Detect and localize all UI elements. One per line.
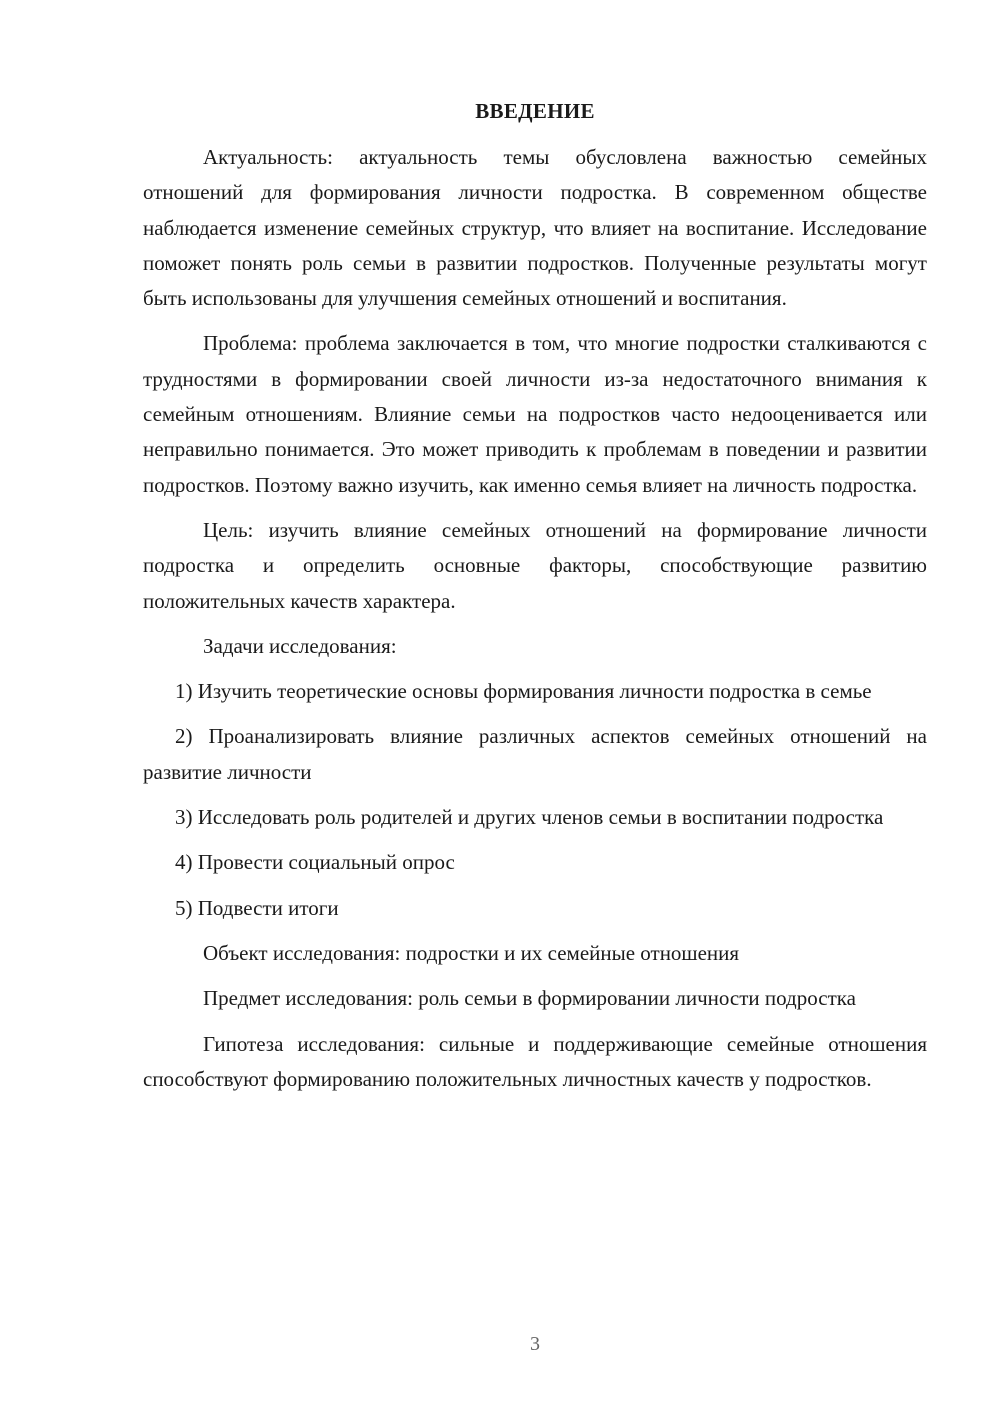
paragraph-problem: Проблема: проблема заключается в том, что многие подростки сталкиваются с трудностями в формировании своей личности из-за недостаточного внимания к семейным отношениям. Влияние семьи на подростков часто недооценивается или неправильно понимается. Это может приводить к проблемам в поведении и развитии подростков. Поэтому важно изучить, как именно семья влияет на личность подростка. (143, 331, 927, 497)
paragraph-hypothesis: Гипотеза исследования: сильные и поддерживающие семейные отношения способствуют формированию положительных личностных качеств у подростков. (143, 1031, 927, 1091)
paragraph-subject: Предмет исследования: роль семьи в формировании личности подростка (203, 986, 856, 1011)
page-number: 3 (530, 1333, 540, 1355)
task-item-3: 3) Исследовать роль родителей и других членов семьи в воспитании подростка (175, 805, 884, 830)
paragraph-relevance: Актуальность: актуальность темы обусловлена важностью семейных отношений для формирования личности подростка. В современном обществе наблюдается изменение семейных структур, что влияет на воспитание. Исследование поможет понять роль семьи в развитии подростков. Полученные результаты могут быть использованы для улучшения семейных отношений и воспитания. (143, 145, 927, 311)
paragraph-object: Объект исследования: подростки и их семейные отношения (203, 940, 740, 965)
page-content (143, 96, 927, 1107)
task-item-1: 1) Изучить теоретические основы формирования личности подростка в семье (175, 679, 872, 704)
tasks-heading: Задачи исследования: (203, 633, 397, 658)
task-item-5: 5) Подвести итоги (175, 895, 339, 920)
task-item-4: 4) Провести социальный опрос (175, 850, 455, 875)
paragraph-goal: Цель: изучить влияние семейных отношений на формирование личности подростка и определить основные факторы, способствующие развитию положительных качеств характера. (143, 517, 927, 613)
task-item-2: 2) Проанализировать влияние различных аспектов семейных отношений на развитие личности (143, 724, 927, 784)
page-title: ВВЕДЕНИЕ (475, 99, 595, 123)
